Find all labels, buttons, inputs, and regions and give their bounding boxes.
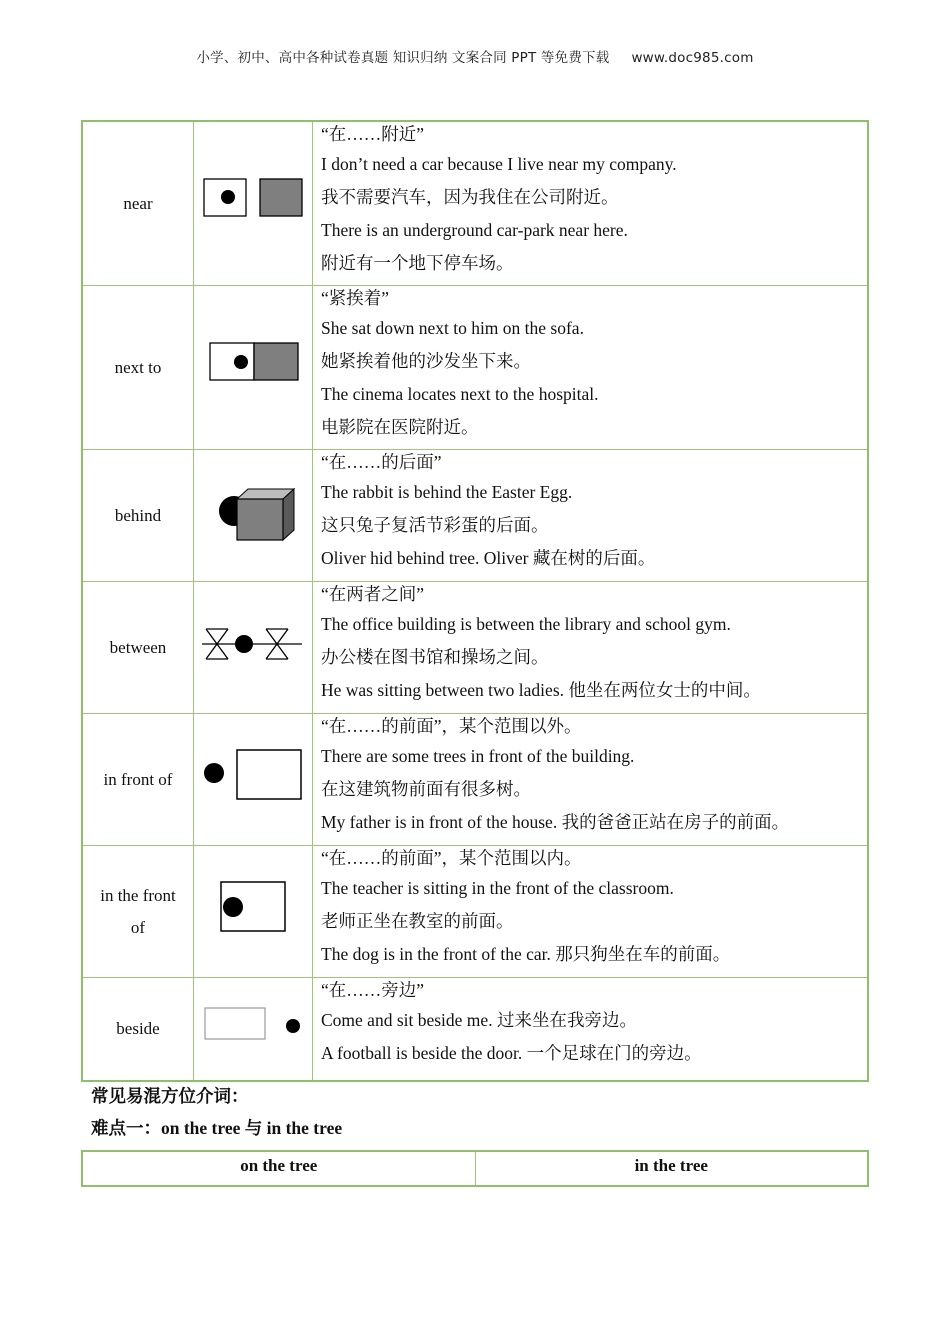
example-en: The teacher is sitting in the front of the classroom. [321,878,674,898]
word-line: of [130,917,146,937]
example-en: The rabbit is behind the Easter Egg. [321,482,573,502]
word-cell: next to [82,286,194,450]
example-en: Come and sit beside me. 过来坐在我旁边。 [321,1010,637,1030]
example-zh: 附近有一个地下停车场。 [321,253,514,273]
meaning: “在两者之间” [321,584,425,604]
example-zh: 她紧挨着他的沙发坐下来。 [321,351,531,371]
example-en: The dog is in the front of the car. 那只狗坐在车的前面。 [321,944,731,964]
example-cell [313,846,869,978]
picture-cell [194,121,313,286]
word-cell: behind [82,450,194,582]
word-cell: in front of [82,714,194,846]
picture-cell [194,286,313,450]
example-en: My father is in front of the house. 我的爸爸正站在房子的前面。 [321,812,790,832]
example-en: He was sitting between two ladies. 他坐在两位女士的中间。 [321,680,761,700]
near-diagram [194,122,312,285]
example-zh: 电影院在医院附近。 [321,417,479,437]
table-row [82,846,868,978]
meaning: “在……的前面”，某个范围以内。 [321,848,582,868]
beside-diagram [194,978,312,1080]
example-en: I don’t need a car because I live near my company. [321,154,677,174]
subsection-heading [91,1115,342,1140]
example-zh: 在这建筑物前面有很多树。 [321,779,531,799]
example-zh: 老师正坐在教室的前面。 [321,911,514,931]
example-en: She sat down next to him on the sofa. [321,318,584,338]
column-header: in the tree [475,1151,868,1186]
table-row [82,121,868,286]
meaning: “在……的前面”，某个范围以外。 [321,716,582,736]
word-cell: between [82,582,194,714]
example-cell [313,450,869,582]
example-en: A football is beside the door. 一个足球在门的旁边。 [321,1043,702,1063]
example-zh: 办公楼在图书馆和操场之间。 [321,647,549,667]
table-row [82,714,868,846]
example-en: Oliver hid behind tree. Oliver 藏在树的后面。 [321,548,656,568]
behind-diagram [194,450,312,581]
example-cell [313,714,869,846]
example-zh: 我不需要汽车，因为我住在公司附近。 [321,187,619,207]
meaning: “在……的后面” [321,452,442,472]
subsection-title: on the tree 与 in the tree [161,1118,343,1138]
header-text: 小学、初中、高中各种试卷真题 知识归纳 文案合同 PPT 等免费下载 [196,50,610,66]
picture-cell [194,846,313,978]
header-url: www.doc985.com [631,50,754,66]
preposition-table [81,120,869,1082]
table-row [82,286,868,450]
example-zh: 这只兔子复活节彩蛋的后面。 [321,515,549,535]
meaning: “在……附近” [321,124,425,144]
example-cell [313,582,869,714]
table-row [82,450,868,582]
in-the-front-of-diagram [194,846,312,977]
table-row [82,1151,868,1186]
meaning: “在……旁边” [321,980,425,1000]
example-en: The office building is between the library and school gym. [321,614,731,634]
example-cell [313,286,869,450]
picture-cell [194,978,313,1082]
picture-cell [194,714,313,846]
column-header: on the tree [82,1151,475,1186]
compare-table [81,1150,869,1187]
word-cell: near [82,121,194,286]
example-en: There is an underground car-park near here. [321,220,628,240]
example-en: There are some trees in front of the building. [321,746,635,766]
word-line: in the front [100,885,176,905]
between-diagram [194,582,312,713]
section-heading: 常见易混方位介词： [91,1087,249,1107]
page-header [0,46,950,66]
meaning: “紧挨着” [321,288,390,308]
subsection-prefix: 难点一： [91,1119,161,1139]
word-cell [82,846,194,978]
table-row [82,978,868,1082]
word-cell: beside [82,978,194,1082]
picture-cell [194,450,313,582]
example-cell [313,121,869,286]
example-en: The cinema locates next to the hospital. [321,384,599,404]
in-front-of-diagram [194,714,312,845]
picture-cell [194,582,313,714]
table-row [82,582,868,714]
next-to-diagram [194,286,312,449]
example-cell [313,978,869,1082]
